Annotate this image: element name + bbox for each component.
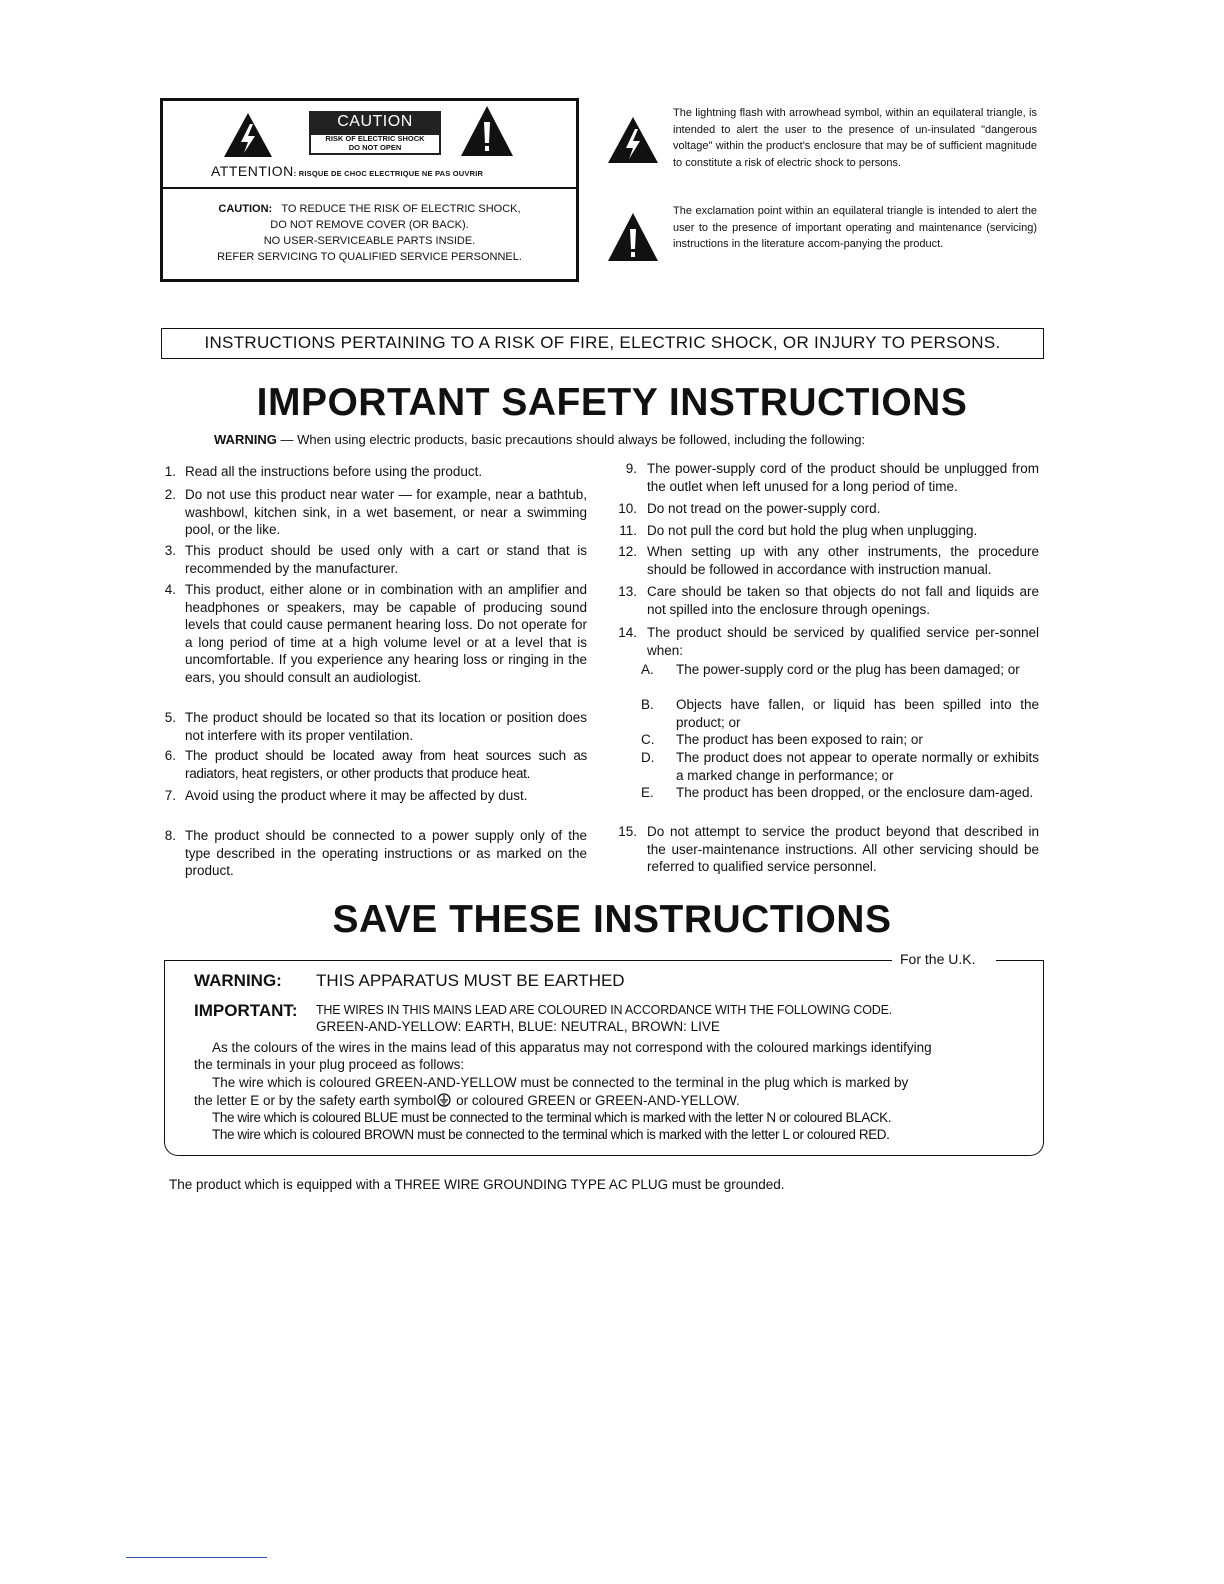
caution-line-4: REFER SERVICING TO QUALIFIED SERVICE PERSONNEL. [217, 251, 522, 263]
lightning-symbol-description: The lightning flash with arrowhead symbol, within an equilateral triangle, is intended to alert the user to the presence of un-insulated "dangerous voltage" within the product's enclosure that may be of sufficient magnitude to constitute a risk of electric shock to persons. [673, 107, 1037, 169]
lightning-symbol-icon [607, 116, 659, 164]
uk-box-top-border [164, 960, 892, 961]
list-item-text: The product should be connected to a power supply only of the type described in the operating instructions or as marked on the product. [185, 828, 587, 878]
list-item-number: 6. [164, 748, 176, 763]
caution-line-2: DO NOT REMOVE COVER (OR BACK). [270, 219, 469, 231]
list-item-text: The power-supply cord or the plug has been damaged; or [676, 662, 1020, 677]
list-item-number: 5. [164, 710, 176, 725]
list-item-number: 10. [618, 501, 637, 516]
list-item-number: 1. [164, 464, 176, 479]
exclamation-warning-icon [460, 105, 514, 157]
caution-panel-header [163, 101, 576, 189]
list-item-text: Objects have fallen, or liquid has been spilled into the product; or [676, 697, 1039, 730]
list-item-number: 14. [618, 625, 637, 640]
uk-warning-line [194, 971, 282, 991]
uk-para4: The wire which is coloured BROWN must be connected to the terminal which is marked with the letter L or coloured RED. [212, 1127, 890, 1142]
list-item-letter: D. [641, 750, 655, 765]
list-item-letter: B. [641, 697, 654, 712]
list-item-text: The product should be located so that its location or position does not interfere with its proper ventilation. [185, 710, 587, 743]
list-item-text: Care should be taken so that objects do not fall and liquids are not spilled into the enclosure through openings. [647, 584, 1039, 617]
warning-label: WARNING [214, 432, 277, 447]
list-item-text: Do not attempt to service the product beyond that described in the user-maintenance instructions. All other servicing should be referred to qualified service personnel. [647, 824, 1039, 874]
list-item-number: 4. [164, 582, 176, 597]
list-item-number: 2. [164, 487, 176, 502]
lightning-warning-icon [223, 112, 273, 158]
attention-rest: : RISQUE DE CHOC ELECTRIQUE NE PAS OUVRIR [293, 169, 484, 178]
uk-warning-text: THIS APPARATUS MUST BE EARTHED [316, 971, 625, 990]
list-item-number: 3. [164, 543, 176, 558]
exclamation-symbol-description: The exclamation point within an equilateral triangle is intended to alert the user to the presence of important operating and maintenance (servicing) instructions in the literature accom-panying the product. [673, 205, 1037, 250]
uk-box-top-border-right [996, 960, 1044, 961]
uk-para2-line2b: or coloured GREEN or GREEN-AND-YELLOW. [456, 1093, 740, 1108]
instructions-banner: INSTRUCTIONS PERTAINING TO A RISK OF FIRE, ELECTRIC SHOCK, OR INJURY TO PERSONS. [161, 328, 1044, 359]
list-item-text: This product should be used only with a cart or stand that is recommended by the manufacturer. [185, 543, 587, 576]
uk-warning-label: WARNING: [194, 971, 282, 990]
list-item-text: Do not pull the cord but hold the plug when unplugging. [647, 523, 978, 538]
uk-important-line [194, 1001, 298, 1021]
list-item-text: The product should be serviced by qualified service per-sonnel when: [647, 625, 1039, 658]
caution-line-3: NO USER-SERVICEABLE PARTS INSIDE. [263, 235, 476, 247]
list-item-text: The product does not appear to operate normally or exhibits a marked change in performance; or [676, 750, 1039, 783]
caution-text [163, 201, 576, 265]
list-item-text: The power-supply cord of the product should be unplugged from the outlet when left unused for a long period of time. [647, 461, 1039, 494]
attention-word: ATTENTION [211, 163, 294, 179]
list-item-letter: A. [641, 662, 654, 677]
uk-important-label: IMPORTANT: [194, 1001, 298, 1020]
page-title: IMPORTANT SAFETY INSTRUCTIONS [256, 381, 968, 424]
earth-symbol-icon [436, 1093, 452, 1107]
shock-label [309, 133, 441, 155]
list-item-letter: C. [641, 732, 655, 747]
attention-line [211, 163, 483, 179]
warning-line [214, 432, 865, 447]
list-item-number: 8. [164, 828, 176, 843]
uk-important-line-1: THE WIRES IN THIS MAINS LEAD ARE COLOURED IN ACCORDANCE WITH THE FOLLOWING CODE. [316, 1003, 892, 1017]
caution-word: CAUTION: [218, 203, 273, 215]
shock-line-1: RISK OF ELECTRIC SHOCK [325, 134, 425, 143]
list-item-text: Do not use this product near water — for example, near a bathtub, washbowl, kitchen sink, in a wet basement, or near a swimming pool, or the like. [185, 487, 587, 537]
caution-panel [160, 98, 579, 282]
shock-line-2: DO NOT OPEN [348, 142, 402, 152]
list-item-text: Do not tread on the power-supply cord. [647, 501, 881, 516]
uk-label: For the U.K. [900, 951, 976, 967]
list-item-text: The product has been exposed to rain; or [676, 732, 923, 747]
list-item-number: 11. [619, 523, 637, 538]
save-instructions-title: SAVE THESE INSTRUCTIONS [332, 898, 892, 941]
grounding-note: The product which is equipped with a THREE WIRE GROUNDING TYPE AC PLUG must be grounded. [169, 1177, 785, 1192]
list-item-text: Avoid using the product where it may be affected by dust. [185, 788, 528, 803]
caution-text-line-1 [163, 201, 576, 217]
uk-para1-line1: As the colours of the wires in the mains lead of this apparatus may not correspond with the coloured markings identifying [212, 1040, 932, 1055]
list-item-letter: E. [641, 785, 654, 800]
list-item-number: 13. [618, 584, 637, 599]
uk-para3: The wire which is coloured BLUE must be connected to the terminal which is marked with the letter N or coloured BLACK. [212, 1110, 892, 1125]
warning-text: — When using electric products, basic precautions should always be followed, including the following: [280, 432, 866, 447]
uk-para2-line1: The wire which is coloured GREEN-AND-YELLOW must be connected to the terminal in the plug which is marked by [212, 1075, 909, 1090]
list-item-text: When setting up with any other instruments, the procedure should be followed in accordance with instruction manual. [647, 544, 1039, 577]
caution-label: CAUTION [309, 111, 441, 133]
caution-line-1: TO REDUCE THE RISK OF ELECTRIC SHOCK, [281, 203, 521, 215]
uk-para2-line2 [194, 1093, 740, 1108]
uk-para2-line2a: the letter E or by the safety earth symbol [194, 1093, 437, 1108]
list-item-number: 12. [618, 544, 637, 559]
list-item-text: This product, either alone or in combination with an amplifier and headphones or speakers, may be capable of producing sound levels that could cause permanent hearing loss. Do not operate for a long period of time at a high volume level or at a level that is uncomfortable. If you experience any hearing loss or ringing in the ears, you should consult an audiologist. [185, 582, 587, 685]
list-item-text: The product should be located away from heat sources such as radiators, heat registers, or other products that produce heat. [185, 748, 587, 781]
footer-rule [126, 1557, 267, 1558]
list-item-number: 9. [625, 461, 637, 476]
exclamation-symbol-icon [607, 212, 659, 262]
list-item-number: 15. [618, 824, 637, 839]
list-item-text: The product has been dropped, or the enclosure dam-aged. [676, 785, 1034, 800]
list-item-text: Read all the instructions before using the product. [185, 464, 483, 479]
list-item-number: 7. [164, 788, 176, 803]
uk-para1-line2: the terminals in your plug proceed as follows: [194, 1057, 465, 1072]
uk-important-line-2: GREEN-AND-YELLOW: EARTH, BLUE: NEUTRAL, BROWN: LIVE [316, 1019, 720, 1034]
